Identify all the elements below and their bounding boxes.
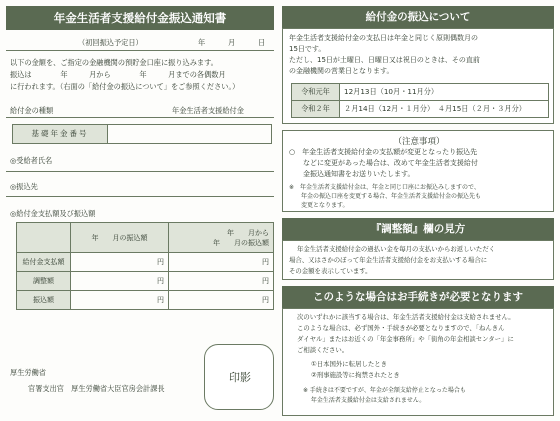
row-value: 円 [71, 253, 169, 272]
benefit-type-label: 給付金の種類 [10, 106, 54, 115]
table-corner [17, 223, 71, 253]
notice-item-2-line-3: 変更となります。 [289, 202, 349, 209]
notice-section [282, 130, 554, 212]
row-label: 調整額 [17, 272, 71, 291]
schedule-dates: 12月13日（10月・11月分） [340, 84, 549, 101]
row-value: 円 [169, 272, 274, 291]
col-header-2-line-1: 年 月から [227, 228, 269, 237]
first-transfer-year: 年 [198, 38, 206, 47]
row-value: 円 [169, 253, 274, 272]
first-transfer-label: （初回振込予定日） [78, 38, 143, 47]
procedure-note-2: 年金生活者支援給付金は支給されません。 [303, 397, 426, 404]
transfer-text-3: ただし、15日が土曜日、日曜日又は祝日のときは、その直前 [289, 56, 480, 64]
table-row [17, 272, 274, 291]
notice-item-1-line-2: などに変更があった場合は、改めて年金生活者支援給付 [289, 159, 478, 167]
procedure-text-1: 次のいずれかに該当する場合は、年金生活者支援給付金は支給されません。 [297, 313, 515, 321]
transfer-text-4: の金融機関の営業日となります。 [289, 67, 394, 75]
benefit-type-value: 年金生活者支援給付金 [172, 106, 244, 115]
divider [6, 50, 274, 51]
divider [6, 196, 274, 197]
schedule-era: 令和元年 [292, 84, 340, 101]
procedure-note-1: ※ 手続きは不要ですが、年金が全額支給停止となった場合も [303, 387, 466, 394]
schedule-dates: ２月14日（12月・１月分） ４月15日（２月・３月分） [340, 101, 549, 118]
official-name: 官署支出官 厚生労働省大臣官房会計課長 [28, 384, 165, 393]
document-title: 年金生活者支援給付金振込通知書 [6, 6, 274, 30]
adjustment-text-1: 年金生活者支援給付金の過払い金を毎月の支払いからお返しいただく [297, 245, 496, 253]
adjustment-section [282, 240, 554, 280]
row-value: 円 [71, 272, 169, 291]
first-transfer-day: 日 [258, 38, 266, 47]
transfer-section-title: 給付金の振込について [282, 6, 554, 28]
left-panel [6, 6, 274, 416]
table-row [17, 253, 274, 272]
procedure-text-3: ダイヤル」またはお近くの「年金事務所」や「街角の年金相談センター」に [297, 335, 514, 343]
intro-line-1: 以下の金額を、ご指定の金融機関の預貯金口座に振り込みます。 [10, 58, 218, 67]
procedure-text-2: このような場合は、必ず国外・手続きが必要となりますので、「ねんきん [297, 324, 505, 332]
procedure-section [282, 308, 554, 416]
col-header-1: 年 月の振込額 [71, 223, 169, 253]
notice-item-2-line-2: 年金の振込口座を変更する場合、年金生活者支援給付金の振込先も [289, 193, 482, 200]
transfer-text-1: 年金生活者支援給付金の支払日は年金と同じく原則偶数月の [289, 34, 478, 42]
row-label: 給付金支払額 [17, 253, 71, 272]
row-value: 円 [169, 291, 274, 310]
amount-section-label: ◎給付金支払額及び振込額 [10, 209, 96, 218]
col-header-2 [169, 223, 274, 253]
notice-item-2-line-1: ※ 年金生活者支援給付金は、年金と同じ口座にお振込みしますので、 [289, 184, 480, 191]
table-header-row [17, 223, 274, 253]
notice-title: （注意事項） [393, 137, 445, 147]
transfer-text-2: 15日です。 [289, 45, 326, 53]
schedule-table [291, 83, 549, 118]
procedure-section-title: このような場合はお手続きが必要となります [282, 286, 554, 308]
notice-item-1-line-1: ○ 年金生活者支援給付金の支払額が変更となったり振込先 [289, 148, 478, 156]
ministry-name: 厚生労働省 [10, 368, 46, 377]
col-header-2-line-2: 年 月の振込額 [213, 238, 269, 247]
schedule-row [292, 101, 549, 118]
first-transfer-month: 月 [228, 38, 236, 47]
schedule-row [292, 84, 549, 101]
procedure-text-4: ご相談ください。 [297, 346, 349, 354]
transfer-section [282, 28, 554, 124]
notice-item-1-line-3: 金振込通知書をお送りいたします。 [289, 170, 415, 178]
divider [6, 171, 274, 172]
transfer-destination-label: ◎振込先 [10, 182, 38, 191]
table-row [17, 291, 274, 310]
procedure-case-1: ①日本国外に転居したとき [311, 360, 388, 368]
basic-pension-number-field [12, 124, 272, 144]
adjustment-section-title: 『調整額』欄の見方 [282, 218, 554, 240]
row-label: 振込額 [17, 291, 71, 310]
amount-table [16, 222, 274, 310]
seal-label: 印影 [229, 371, 251, 384]
adjustment-text-2: 場合、又はさかのぼって年金生活者支援給付金をお支払いする場合に [289, 256, 488, 264]
procedure-case-2: ②刑事施設等に拘禁されたとき [311, 371, 400, 379]
divider [6, 117, 274, 118]
intro-line-3: に行われます。（右面の「給付金の振込について」をご参照ください。） [10, 82, 240, 91]
basic-pension-number-label: 基礎年金番号 [13, 125, 108, 143]
intro-line-2: 振込は 年 月から 年 月までの各偶数月 [10, 70, 226, 79]
recipient-name-label: ◎受給者氏名 [10, 156, 53, 165]
schedule-era: 令和２年 [292, 101, 340, 118]
adjustment-text-3: その金額を表示しています。 [289, 267, 372, 275]
seal-box [204, 344, 274, 410]
right-panel [282, 6, 554, 416]
row-value: 円 [71, 291, 169, 310]
